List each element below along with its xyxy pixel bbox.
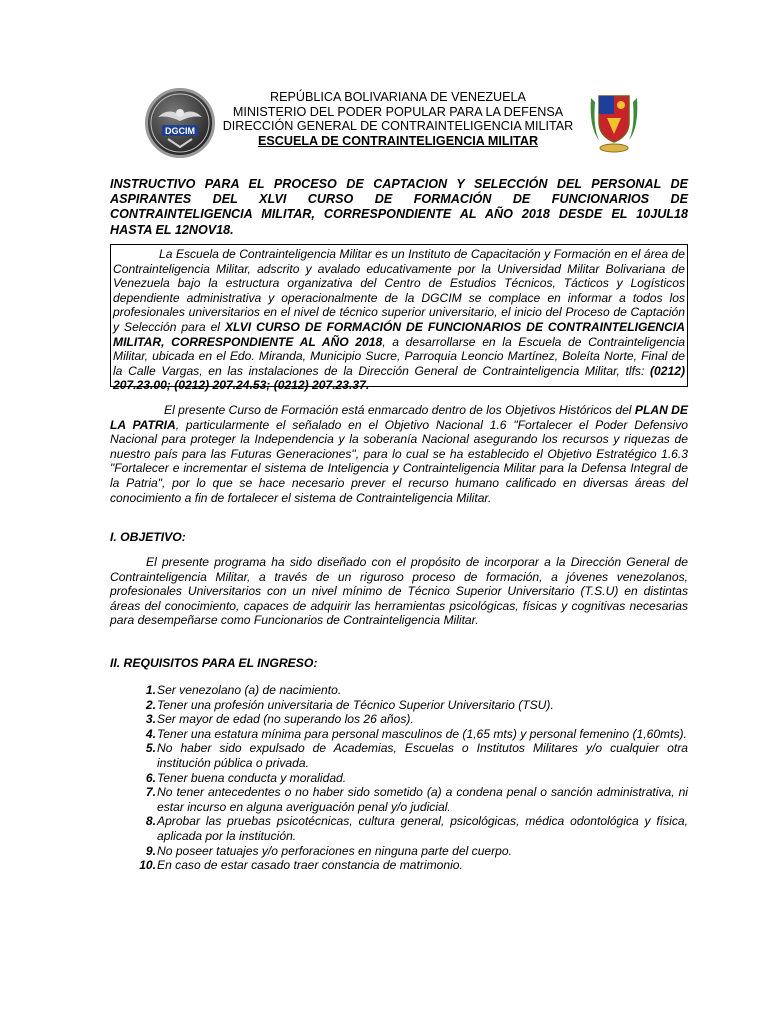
requirements-list (110, 683, 688, 873)
list-item: 4. Tener una estatura mínima para personal masculinos de (1,65 mts) y personal femenino (1,60mts). (145, 726, 687, 741)
list-item: 3. Ser mayor de edad (no superando los 26 años). (145, 712, 414, 727)
header-line-2: MINISTERIO DEL PODER POPULAR PARA LA DEFENSA (232, 104, 564, 119)
crest-icon (585, 88, 643, 156)
context-paragraph: El presente Curso de Formación está enmarcado dentro de los Objetivos Históricos del PLAN DE LA PATRIA, particularmente el señalado en el Objetivo Nacional 1.6 "Fortalecer el Poder Defensivo Nacional para proteger la Independencia y la soberanía Nacional asegurando los recursos y riquezas de nuestro país para las Futuras Generaciones", para lo cual se ha establecido el Objetivo Estratégico 1.6.3 "Fortalecer e incrementar el sistema de Inteligencia y Contrainteligencia Militar para la Defensa Integral de la Patria", por lo que se hace necesario prever el recurso humano calificado en diversas áreas del conocimiento a fin de fortalecer el sistema de Contrainteligencia Militar. (110, 403, 688, 505)
list-item: 1. Ser venezolano (a) de nacimiento. (145, 683, 342, 697)
intro-paragraph: La Escuela de Contrainteligencia Militar es un Instituto de Capacitación y Formación en el área de Contrainteligencia Militar, adscrito y avalado educativamente por la Universidad Militar Bolivariana de Venezuela bajo la estructura organizativa del Centro de Estudios Técnicos, Tácticos y Logísticos dependiente administrativa y operacionalmente de la DGCIM se complace en informar a todos los profesionales universitarios en el nivel de técnico superior universitario, el inicio del Proceso de Captación y Selección para el XLVI CURSO DE FORMACIÓN DE FUNCIONARIOS DE CONTRAINTELIGENCIA MILITAR, CORRESPONDIENTE AL AÑO 2018, a desarrollarse en la Escuela de Contrainteligencia Militar, ubicada en el Edo. Miranda, Municipio Sucre, Parroquia Leoncio Martínez, Boleíta Norte, Final de la Calle Vargas, en las instalaciones de la Dirección General de Contrainteligencia Militar, tlfs: (0212) 207.23.00; (0212) 207.24.53; (0212) 207.23.37. (113, 247, 685, 393)
course-name: XLVI CURSO DE FORMACIÓN DE FUNCIONARIOS DE CONTRAINTELIGENCIA MILITAR, CORRESPONDIENTE AL AÑO 2018 (113, 319, 685, 349)
list-item: 2. Tener una profesión universitaria de Técnico Superior Universitario (TSU). (145, 697, 554, 712)
letterhead (200, 90, 596, 148)
phone-numbers: (0212) 207.23.00; (0212) 207.24.53; (0212) 207.23.37. (113, 363, 685, 393)
logo-text: DGCIM (165, 126, 195, 136)
intro-box (110, 244, 688, 393)
objective-paragraph: El presente programa ha sido diseñado con el propósito de incorporar a la Dirección General de Contrainteligencia Militar, a través de un riguroso proceso de formación, a jóvenes venezolanos, profesionales Universitarios con un nivel mínimo de Técnico Superior Universitario (T.S.U) en distintas áreas del conocimiento, capaces de adquirir las herramientas psicológicas, físicas y cognitivas necesarias para desempeñarse como Funcionarios de Contrainteligencia Militar. (110, 555, 688, 628)
header-line-4: ESCUELA DE CONTRAINTELIGENCIA MILITAR (257, 133, 539, 148)
document-title: INSTRUCTIVO PARA EL PROCESO DE CAPTACION Y SELECCIÓN DEL PERSONAL DE ASPIRANTES DEL XLVI CURSO DE FORMACIÓN DE FUNCIONARIOS DE CONTRAINTELIGENCIA MILITAR, CORRESPONDIENTE AL AÑO 2018 DESDE EL 10JUL18 HASTA EL 12NOV18. (110, 177, 688, 237)
list-item: 6. Tener buena conducta y moralidad. (145, 770, 347, 785)
list-item: 7. No tener antecedentes o no haber sido sometido (a) a condena penal o sanción administrativa, ni estar incurso en alguna averiguación penal y/o judicial. (145, 785, 688, 814)
list-item: 10. En caso de estar casado traer constancia de matrimonio. (139, 858, 463, 873)
plan-de-la-patria: PLAN DE LA PATRIA (110, 403, 688, 432)
objective-heading: I. OBJETIVO: (110, 530, 186, 544)
list-item: 8. Aprobar las pruebas psicotécnicas, cultura general, psicológicas, médica odontológica y física, aplicada por la institución. (145, 814, 688, 843)
school-crest (585, 88, 643, 156)
list-item: 5. No haber sido expulsado de Academias, Escuelas o Institutos Militares y/o cualquier otra institución pública o privada. (145, 741, 688, 770)
header-line-1: REPÚBLICA BOLIVARIANA DE VENEZUELA (270, 90, 526, 104)
list-item: 9. No poseer tatuajes y/o perforaciones en ninguna parte del cuerpo. (145, 843, 512, 858)
requirements-heading: II. REQUISITOS PARA EL INGRESO: (110, 656, 318, 670)
header-line-3: DIRECCIÓN GENERAL DE CONTRAINTELIGENCIA MILITAR (222, 119, 574, 133)
